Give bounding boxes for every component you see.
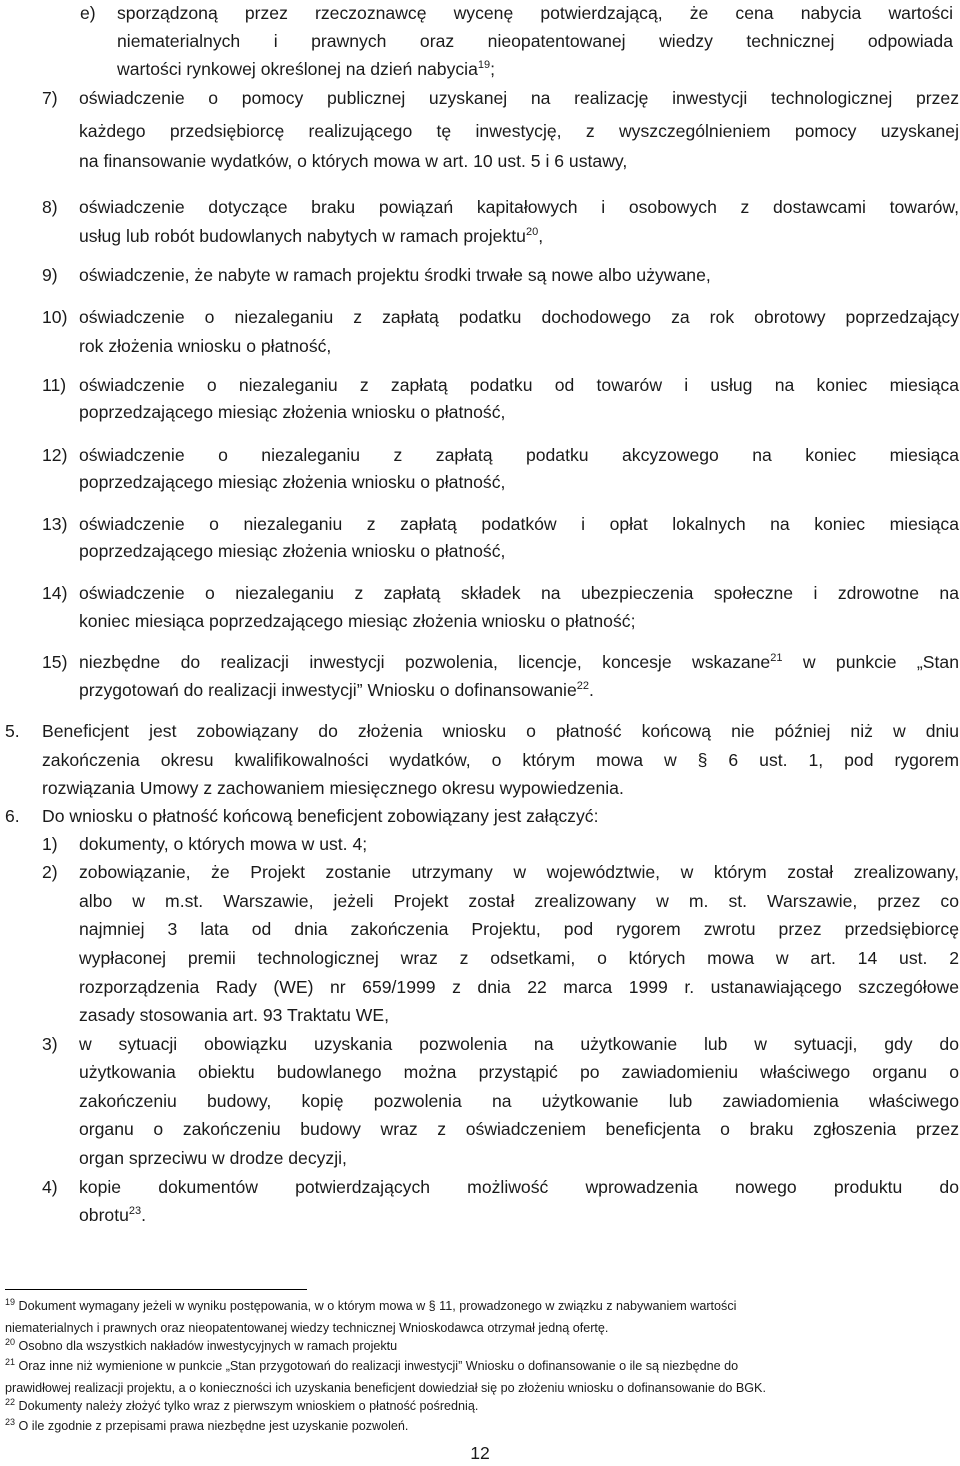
page-number: 12 bbox=[470, 1443, 490, 1463]
sub-item-text-line: zasady stosowania art. 93 Traktatu WE, bbox=[79, 1005, 389, 1025]
section-text-line: Beneficjent jest zobowiązany do złożenia wniosku o płatność końcową nie później niż w dniu bbox=[42, 721, 959, 741]
item-text-line: każdego przedsiębiorcę realizującego tę inwestycję, z wyszczególnieniem pomocy uzyskanej bbox=[79, 121, 959, 141]
section-text-line: rozwiązania Umowy z zachowaniem miesięcznego okresu wypowiedzenia. bbox=[42, 778, 624, 798]
footnote-ref: 20 bbox=[525, 226, 539, 238]
sub-item-text-line: zakończeniu budowy, kopię pozwolenia na użytkowanie lub zawiadomienia właściwego bbox=[79, 1091, 959, 1111]
footnote-ref: 23 bbox=[128, 1205, 142, 1217]
section-marker: 5. bbox=[5, 721, 20, 741]
item-text-line: oświadczenie o niezaleganiu z zapłatą podatku od towarów i usług na koniec miesiąca bbox=[79, 375, 959, 395]
sub-item-text-line: wypłaconej premii technologicznej wraz z odsetkami, o których mowa w art. 14 ust. 2 bbox=[79, 948, 959, 968]
footnote-separator bbox=[5, 1289, 307, 1290]
item-text-line: poprzedzającego miesiąc złożenia wniosku o płatność, bbox=[79, 402, 506, 422]
item-text-line: oświadczenie dotyczące braku powiązań kapitałowych i osobowych z dostawcami towarów, bbox=[79, 197, 959, 217]
item-text-line: sporządzoną przez rzeczoznawcę wycenę potwierdzającą, że cena nabycia wartości bbox=[117, 3, 953, 23]
footnote-21-cont: prawidłowej realizacji projektu, a o konieczności ich uzyskania beneficjent dowiedział się po złożeniu wniosku o dofinansowanie do BGK. bbox=[5, 1381, 766, 1395]
item-marker: 13) bbox=[42, 514, 68, 534]
item-marker: 11) bbox=[42, 375, 67, 395]
sub-item-text-line: użytkowania obiektu budowlanego można przystąpić po zawiadomieniu właściwego organu o bbox=[79, 1062, 959, 1082]
item-text-line: usług lub robót budowlanych nabytych w ramach projektu$^{20}$, bbox=[79, 226, 544, 246]
footnote-19-cont: niematerialnych i prawnych oraz nieopatentowanej wiedzy technicznej Wnioskodawca otrzymał jedną ofertę. bbox=[5, 1321, 609, 1335]
item-text-line: koniec miesiąca poprzedzającego miesiąc złożenia wniosku o płatność; bbox=[79, 611, 636, 631]
item-marker: 8) bbox=[42, 197, 58, 217]
sub-item-text-line: zobowiązanie, że Projekt zostanie utrzymany w województwie, w którym został zrealizowany, bbox=[79, 862, 959, 882]
item-text-line: niematerialnych i prawnych oraz nieopatentowanej wiedzy technicznej odpowiada bbox=[117, 31, 953, 51]
sub-item-marker: 1) bbox=[42, 834, 58, 854]
item-text-line: oświadczenie o niezaleganiu z zapłatą podatków i opłat lokalnych na koniec miesiąca bbox=[79, 514, 959, 534]
item-text-line: wartości rynkowej określonej na dzień nabycia$^{19}$; bbox=[117, 59, 495, 79]
item-marker: 14) bbox=[42, 583, 68, 603]
item-text-line: poprzedzającego miesiąc złożenia wniosku o płatność, bbox=[79, 541, 506, 561]
footnote-22: $^{22}$ Dokumenty należy złożyć tylko wraz z pierwszym wnioskiem o płatność pośrednią. bbox=[5, 1397, 479, 1413]
item-marker: 12) bbox=[42, 445, 68, 465]
item-marker: e) bbox=[80, 3, 96, 23]
section-text-line: zakończenia okresu kwalifikowalności wydatków, o którym mowa w § 6 ust. 1, pod rygorem bbox=[42, 750, 959, 770]
section-marker: 6. bbox=[5, 806, 20, 826]
item-text-line: oświadczenie o niezaleganiu z zapłatą składek na ubezpieczenia społeczne i zdrowotne na bbox=[79, 583, 959, 603]
sub-item-text-line: w sytuacji obowiązku uzyskania pozwolenia na użytkowanie lub w sytuacji, gdy do bbox=[79, 1034, 959, 1054]
item-marker: 7) bbox=[42, 88, 58, 108]
footnote-ref: 19 bbox=[477, 59, 491, 71]
sub-item-text-line: rozporządzenia Rady (WE) nr 659/1999 z dnia 22 marca 1999 r. ustanawiającego szczegółowe bbox=[79, 977, 959, 997]
footnote-ref: 22 bbox=[576, 680, 590, 692]
sub-item-marker: 3) bbox=[42, 1034, 58, 1054]
sub-item-text-line: dokumenty, o których mowa w ust. 4; bbox=[79, 834, 368, 854]
footnote-20: $^{20}$ Osobno dla wszystkich nakładów inwestycyjnych w ramach projektu bbox=[5, 1337, 398, 1353]
sub-item-text-line: kopie dokumentów potwierdzających możliwość wprowadzenia nowego produktu do bbox=[79, 1177, 959, 1197]
sub-item-text-line: organ sprzeciwu w drodze decyzji, bbox=[79, 1148, 347, 1168]
item-text-line: na finansowanie wydatków, o których mowa w art. 10 ust. 5 i 6 ustawy, bbox=[79, 151, 628, 171]
sub-item-text-line: najmniej 3 lata od dnia zakończenia Projektu, pod rygorem zwrotu przez przedsiębiorcę bbox=[79, 919, 959, 939]
section-intro: Do wniosku o płatność końcową beneficjent zobowiązany jest załączyć: bbox=[42, 806, 599, 826]
sub-item-text-line: organu o zakończeniu budowy wraz z oświadczeniem beneficjenta o braku zgłoszenia przez bbox=[79, 1119, 959, 1139]
sub-item-text-line: albo w m.st. Warszawie, jeżeli Projekt został zrealizowany w m. st. Warszawie, przez co bbox=[79, 891, 959, 911]
footnote-ref: 21 bbox=[770, 652, 783, 664]
sub-item-text-line: obrotu$^{23}$. bbox=[79, 1205, 147, 1225]
item-text-line: niezbędne do realizacji inwestycji pozwolenia, licencje, koncesje wskazane$^{21}$ w punkcie „Stan bbox=[79, 652, 959, 672]
item-text-line: oświadczenie o niezaleganiu z zapłatą podatku dochodowego za rok obrotowy poprzedzający bbox=[79, 307, 959, 327]
item-text-line: przygotowań do realizacji inwestycji” Wniosku o dofinansowanie$^{22}$. bbox=[79, 680, 594, 700]
item-text-line: oświadczenie o pomocy publicznej uzyskanej na realizację inwestycji technologicznej przez bbox=[79, 88, 959, 108]
item-text-line: oświadczenie o niezaleganiu z zapłatą podatku akcyzowego na koniec miesiąca bbox=[79, 445, 959, 465]
item-text-line: poprzedzającego miesiąc złożenia wniosku o płatność, bbox=[79, 472, 506, 492]
item-text-line: oświadczenie, że nabyte w ramach projektu środki trwałe są nowe albo używane, bbox=[79, 265, 711, 285]
item-text-line: rok złożenia wniosku o płatność, bbox=[79, 336, 332, 356]
footnote-21: $^{21}$ Oraz inne niż wymienione w punkcie „Stan przygotowań do realizacji inwestycji” Wniosku o dofinansowanie o ile są niezbędne do bbox=[5, 1357, 739, 1373]
sub-item-marker: 4) bbox=[42, 1177, 58, 1197]
item-marker: 15) bbox=[42, 652, 68, 672]
footnote-19: $^{19}$ Dokument wymagany jeżeli w wyniku postępowania, w o którym mowa w § 11, prowadzonego w związku z nabywaniem wartości bbox=[5, 1297, 737, 1313]
sub-item-marker: 2) bbox=[42, 862, 58, 882]
footnote-23: $^{23}$ O ile zgodnie z przepisami prawa niezbędne jest uzyskanie pozwoleń. bbox=[5, 1417, 409, 1433]
item-marker: 9) bbox=[42, 265, 58, 285]
item-marker: 10) bbox=[42, 307, 68, 327]
